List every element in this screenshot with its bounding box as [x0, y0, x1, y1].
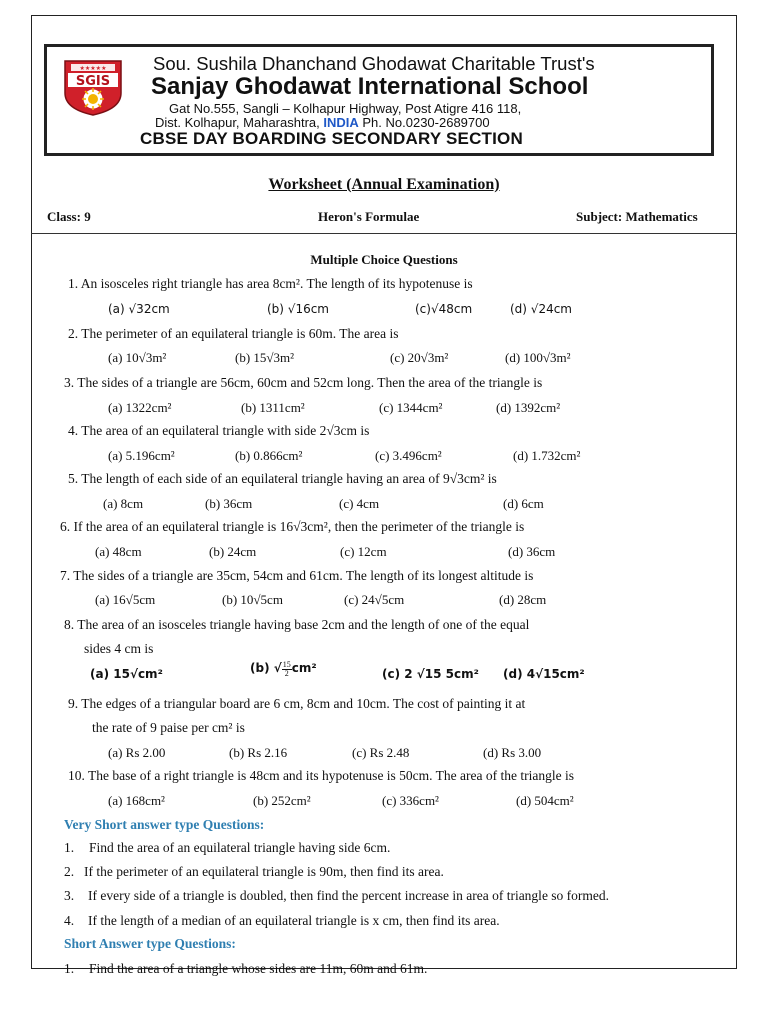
- question-9: 9. The edges of a triangular board are 6 cm, 8cm and 10cm. The cost of painting it at: [68, 696, 526, 711]
- sa-item-1-text: Find the area of a triangle whose sides are 11m, 60m and 61m.: [89, 961, 428, 976]
- header-divider: [31, 233, 737, 234]
- q10-option-b: (b) 252cm²: [253, 793, 311, 808]
- question-1: 1. An isosceles right triangle has area 8cm². The length of its hypotenuse is: [68, 276, 473, 291]
- section-name: CBSE DAY BOARDING SECONDARY SECTION: [140, 129, 523, 148]
- topic-label: Heron's Formulae: [318, 209, 420, 224]
- address-line-1: Gat No.555, Sangli – Kolhapur Highway, Post Atigre 416 118,: [169, 101, 522, 116]
- q1-option-a: (a) √32cm: [108, 302, 170, 316]
- q5-option-d: (d) 6cm: [503, 496, 544, 511]
- q7-option-a: (a) 16√5cm: [95, 592, 156, 607]
- fraction-unit: cm²: [291, 661, 317, 675]
- q5-option-a: (a) 8cm: [103, 496, 144, 511]
- vs-item-3-text: If every side of a triangle is doubled, then find the percent increase in area of triangle so formed.: [88, 888, 610, 903]
- q3-option-c: (c) 1344cm²: [379, 400, 443, 415]
- q3-option-d: (d) 1392cm²: [496, 400, 561, 415]
- q4-option-c: (c) 3.496cm²: [375, 448, 442, 463]
- q8-option-c: [382, 666, 479, 682]
- q6-option-c: (c) 12cm: [340, 544, 387, 559]
- trust-name: Sou. Sushila Dhanchand Ghodawat Charitable Trust's: [153, 53, 595, 74]
- q8-option-a: [90, 666, 163, 682]
- vs-item-4-text: If the length of a median of an equilateral triangle is x cm, then find its area.: [88, 913, 500, 928]
- q4-option-a: (a) 5.196cm²: [108, 448, 175, 463]
- q10-option-c: (c) 336cm²: [382, 793, 439, 808]
- vs-item-4-number: 4.: [64, 913, 75, 928]
- vs-item-3-number: 3.: [64, 888, 75, 903]
- q7-option-b: (b) 10√5cm: [222, 592, 283, 607]
- q6-option-d: (d) 36cm: [508, 544, 556, 559]
- worksheet-title: Worksheet (Annual Examination): [268, 176, 500, 193]
- address-district: Dist. Kolhapur, Maharashtra,: [155, 115, 320, 130]
- q9-option-d: (d) Rs 3.00: [483, 745, 542, 760]
- q8-option-d: [503, 666, 585, 682]
- question-8-continued: sides 4 cm is: [84, 641, 154, 656]
- q2-option-c: (c) 20√3m²: [390, 350, 449, 365]
- vs-item-1-text: Find the area of an equilateral triangle having side 6cm.: [89, 840, 391, 855]
- vs-item-2-number: 2.: [64, 864, 75, 879]
- address-country: INDIA: [323, 115, 359, 130]
- q4-option-d: (d) 1.732cm²: [513, 448, 581, 463]
- q9-option-a: (a) Rs 2.00: [108, 745, 166, 760]
- question-4: 4. The area of an equilateral triangle with side 2√3cm is: [68, 423, 370, 438]
- q3-option-a: (a) 1322cm²: [108, 400, 172, 415]
- q1-option-b: (b) √16cm: [267, 302, 329, 316]
- question-7: 7. The sides of a triangle are 35cm, 54cm and 61cm. The length of its longest altitude is: [60, 568, 534, 583]
- q8-option-a-text: (a) 15√cm²: [90, 667, 163, 681]
- q4-option-b: (b) 0.866cm²: [235, 448, 303, 463]
- q5-option-b: (b) 36cm: [205, 496, 253, 511]
- q8-option-b-text: (b) √: [250, 661, 282, 675]
- school-logo: [63, 59, 123, 117]
- letterhead: [44, 44, 714, 156]
- q10-option-a: (a) 168cm²: [108, 793, 165, 808]
- svg-text:★★★★★: ★★★★★: [79, 65, 107, 72]
- vs-item-2-text: If the perimeter of an equilateral triangle is 90m, then find its area.: [84, 864, 444, 879]
- question-2: 2. The perimeter of an equilateral triangle is 60m. The area is: [68, 326, 399, 341]
- q6-option-a: (a) 48cm: [95, 544, 142, 559]
- address-phone: Ph. No.0230-2689700: [362, 115, 490, 130]
- q7-option-d: (d) 28cm: [499, 592, 547, 607]
- q2-option-a: (a) 10√3m²: [108, 350, 167, 365]
- q2-option-b: (b) 15√3m²: [235, 350, 295, 365]
- address-line-2: [155, 115, 490, 130]
- question-5: 5. The length of each side of an equilateral triangle having an area of 9√3cm² is: [68, 471, 497, 486]
- question-3: 3. The sides of a triangle are 56cm, 60cm and 52cm long. Then the area of the triangle is: [64, 375, 543, 390]
- q9-option-b: (b) Rs 2.16: [229, 745, 288, 760]
- vs-item-1-number: 1.: [64, 840, 75, 855]
- very-short-heading: Very Short answer type Questions:: [64, 817, 265, 832]
- q10-option-d: (d) 504cm²: [516, 793, 574, 808]
- q8-option-c-text: (c) 2 √15 5cm²: [382, 667, 479, 681]
- q5-option-c: (c) 4cm: [339, 496, 380, 511]
- q6-option-b: (b) 24cm: [209, 544, 257, 559]
- question-9-continued: the rate of 9 paise per cm² is: [92, 720, 245, 735]
- short-answer-heading: Short Answer type Questions:: [64, 936, 236, 951]
- sa-item-1-number: 1.: [64, 961, 75, 976]
- class-label: Class: 9: [47, 209, 91, 224]
- logo-text: SGIS: [75, 74, 111, 89]
- q2-option-d: (d) 100√3m²: [505, 350, 571, 365]
- q3-option-b: (b) 1311cm²: [241, 400, 305, 415]
- fraction-denominator: 2: [284, 668, 289, 678]
- question-10: 10. The base of a right triangle is 48cm and its hypotenuse is 50cm. The area of the triangle is: [68, 768, 574, 783]
- q1-option-d: (d) √24cm: [510, 302, 572, 316]
- q7-option-c: (c) 24√5cm: [344, 592, 405, 607]
- school-name: Sanjay Ghodawat International School: [151, 73, 589, 100]
- fraction-numerator: 15: [282, 659, 291, 669]
- mcq-heading: Multiple Choice Questions: [310, 252, 458, 267]
- q9-option-c: (c) Rs 2.48: [352, 745, 410, 760]
- subject-label: Subject: Mathematics: [576, 209, 698, 224]
- q8-option-b: [250, 660, 317, 678]
- question-8: 8. The area of an isosceles triangle having base 2cm and the length of one of the equal: [64, 617, 530, 632]
- q8-fraction: [282, 661, 292, 678]
- q1-option-c: (c)√48cm: [415, 302, 473, 316]
- q8-option-d-text: (d) 4√15cm²: [503, 667, 585, 681]
- question-6: 6. If the area of an equilateral triangle is 16√3cm², then the perimeter of the triangle is: [60, 519, 525, 534]
